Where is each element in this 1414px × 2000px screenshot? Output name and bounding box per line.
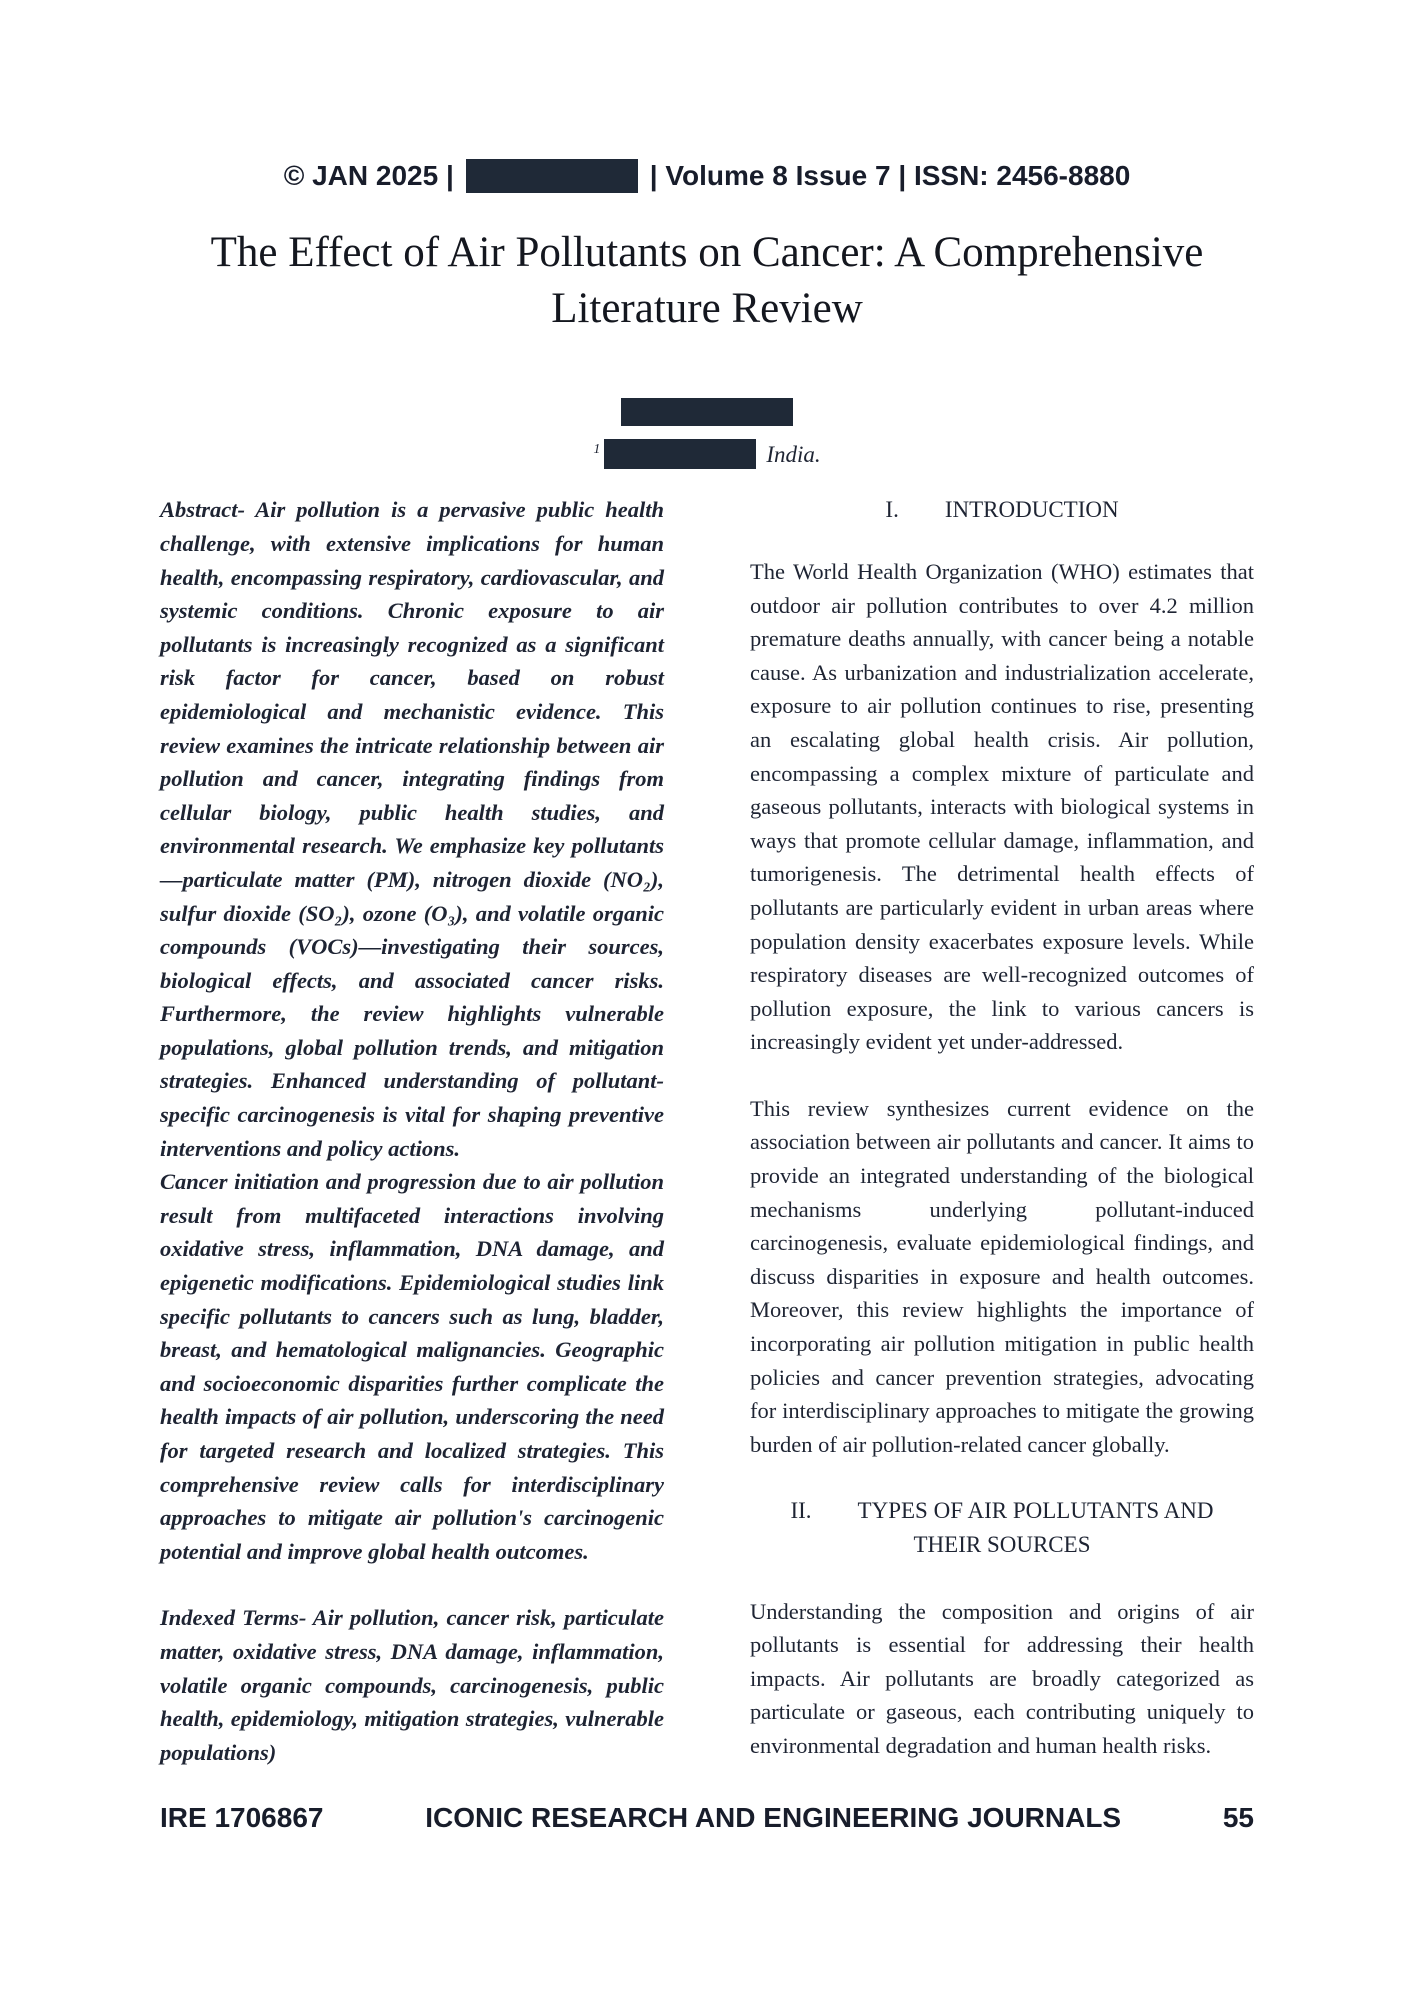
header-copyright: © JAN 2025 | bbox=[283, 160, 454, 191]
affiliation-superscript: 1 bbox=[593, 442, 601, 458]
page-footer bbox=[160, 1802, 1254, 1834]
abstract-paragraph-1: Abstract- Air pollution is a pervasive public health challenge, with extensive implications for human health, encompassing respiratory, cardiovascular, and systemic conditions. Chronic exposure to air pollutants is increasingly recognized as a significant risk factor for cancer, based on robust epidemiological and mechanistic evidence. This review examines the intricate relationship between air pollution and cancer, integrating findings from cellular biology, public health studies, and environmental research. We emphasize key pollutants—particulate matter (PM), nitrogen dioxide (NO₂), sulfur dioxide (SO₂), ozone (O₃), and volatile organic compounds (VOCs)—investigating their sources, biological effects, and associated cancer risks. Furthermore, the review highlights vulnerable populations, global pollution trends, and mitigation strategies. Enhanced understanding of pollutant-specific carcinogenesis is vital for shaping preventive interventions and policy actions. bbox=[160, 497, 664, 1161]
footer-page-number: 55 bbox=[1222, 1802, 1254, 1833]
introduction-paragraph-2: This review synthesizes current evidence on the association between air pollutants and cancer. It aims to provide an integrated understanding of the biological mechanisms underlying pollutant-induced carcinogenesis, evaluate epidemiological findings, and discuss disparities in exposure and health outcomes. Moreover, this review highlights the importance of incorporating air pollution mitigation in public health policies and cancer prevention strategies, advocating for interdisciplinary approaches to mitigate the growing burden of air pollution-related cancer globally. bbox=[750, 1095, 1254, 1457]
section-heading-types bbox=[772, 1494, 1232, 1561]
section-title: TYPES OF AIR POLLUTANTS AND THEIR SOURCES bbox=[857, 1498, 1214, 1558]
affiliation-line bbox=[0, 441, 1414, 471]
section-heading-introduction bbox=[750, 493, 1254, 527]
abstract-paragraph-2: Cancer initiation and progression due to air pollution result from multifaceted interactions involving oxidative stress, inflammation, DNA damage, and epigenetic modifications. Epidemiological studies link specific pollutants to cancers such as lung, bladder, breast, and hematological malignancies. Geographic and socioeconomic disparities further complicate the health impacts of air pollution, underscoring the need for targeted research and localized strategies. This comprehensive review calls for interdisciplinary approaches to mitigate air pollution's carcinogenic potential and improve global health outcomes. bbox=[160, 1169, 664, 1564]
redaction-journal-name bbox=[466, 159, 638, 193]
introduction-paragraph-1: The World Health Organization (WHO) estimates that outdoor air pollution contributes to over 4.2 million premature deaths annually, with cancer being a notable cause. As urbanization and industrialization accelerate, exposure to air pollution continues to rise, presenting an escalating global health crisis. Air pollution, encompassing a complex mixture of particulate and gaseous pollutants, interacts with biological systems in ways that promote cellular damage, inflammation, and tumorigenesis. The detrimental health effects of pollutants are particularly evident in urban areas where population density exacerbates exposure levels. While respiratory diseases are well-recognized outcomes of pollution exposure, the link to various cancers is increasingly evident yet under-addressed. bbox=[750, 558, 1254, 1055]
paper-title: The Effect of Air Pollutants on Cancer: A Comprehensive Literature Review bbox=[210, 228, 1204, 332]
redaction-affiliation bbox=[604, 439, 756, 469]
section-number: II. bbox=[790, 1498, 812, 1524]
right-column bbox=[750, 493, 1254, 1769]
footer-paper-id: IRE 1706867 bbox=[160, 1802, 324, 1833]
section-number: I. bbox=[885, 497, 899, 523]
journal-header bbox=[0, 0, 1414, 195]
section-title: INTRODUCTION bbox=[944, 497, 1119, 523]
types-paragraph-1: Understanding the composition and origins of air pollutants is essential for addressing their health impacts. Air pollutants are broadly categorized as particulate or gaseous, each contributing uniquely to environmental degradation and human health risks. bbox=[750, 1598, 1254, 1758]
byline bbox=[0, 398, 1414, 471]
affiliation-country: India. bbox=[766, 441, 821, 467]
left-column bbox=[160, 493, 664, 1769]
header-issue-info: | Volume 8 Issue 7 | ISSN: 2456-8880 bbox=[649, 160, 1131, 191]
footer-journal-name: ICONIC RESEARCH AND ENGINEERING JOURNALS bbox=[425, 1802, 1122, 1833]
indexed-terms: Indexed Terms- Air pollution, cancer risk, particulate matter, oxidative stress, DNA damage, inflammation, volatile organic compounds, carcinogenesis, public health, epidemiology, mitigation strategies, vulnerable populations) bbox=[160, 1605, 664, 1765]
two-column-body bbox=[160, 493, 1254, 1769]
redaction-author-name bbox=[621, 398, 793, 426]
